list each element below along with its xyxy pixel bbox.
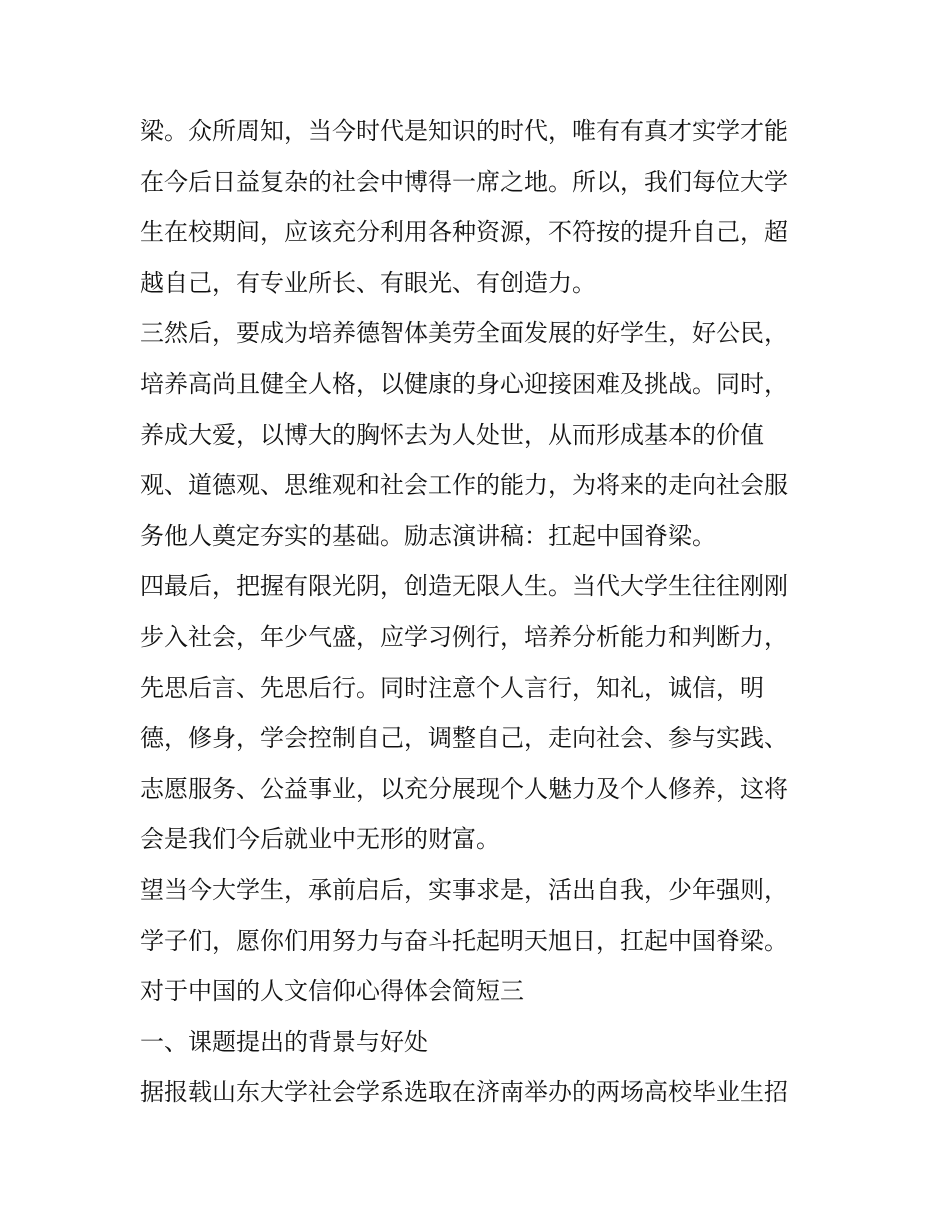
text-line: 在今后日益复杂的社会中博得一席之地。所以，我们每位大学 xyxy=(140,167,788,196)
text-line: 越自己，有专业所长、有眼光、有创造力。 xyxy=(140,268,596,297)
text-line: 志愿服务、公益事业，以充分展现个人魅力及个人修养，这将 xyxy=(140,774,788,803)
text-line: 据报载山东大学社会学系选取在济南举办的两场高校毕业生招 xyxy=(140,1078,788,1107)
text-line: 梁。众所周知，当今时代是知识的时代，唯有有真才实学才能 xyxy=(140,117,788,145)
text-line: 培养高尚且健全人格，以健康的身心迎接困难及挑战。同时， xyxy=(140,369,788,398)
text-line: 步入社会，年少气盛，应学习例行，培养分析能力和判断力， xyxy=(140,622,788,651)
text-line: 德，修身，学会控制自己，调整自己，走向社会、参与实践、 xyxy=(140,724,788,753)
text-line: 望当今大学生，承前启后，实事求是，活出自我，少年强则， xyxy=(140,875,788,904)
text-line: 务他人奠定夯实的基础。励志演讲稿：扛起中国脊梁。 xyxy=(140,521,716,550)
section-heading: 对于中国的人文信仰心得体会简短三 xyxy=(140,977,524,1006)
text-line: 生在校期间，应该充分利用各种资源，不符按的提升自己，超 xyxy=(140,218,788,247)
text-line: 四最后，把握有限光阴，创造无限人生。当代大学生往往刚刚 xyxy=(140,572,788,601)
document-body xyxy=(140,106,820,1118)
text-line: 学子们，愿你们用努力与奋斗托起明天旭日，扛起中国脊梁。 xyxy=(140,926,788,955)
subsection-heading: 一、课题提出的背景与好处 xyxy=(140,1027,428,1056)
text-line: 会是我们今后就业中无形的财富。 xyxy=(140,825,500,854)
text-line: 观、道德观、思维观和社会工作的能力，为将来的走向社会服 xyxy=(140,471,788,500)
text-line: 养成大爱，以博大的胸怀去为人处世，从而形成基本的价值 xyxy=(140,420,764,449)
text-line: 先思后言、先思后行。同时注意个人言行，知礼，诚信，明 xyxy=(140,673,764,702)
text-line: 三然后，要成为培养德智体美劳全面发展的好学生，好公民， xyxy=(140,319,788,348)
